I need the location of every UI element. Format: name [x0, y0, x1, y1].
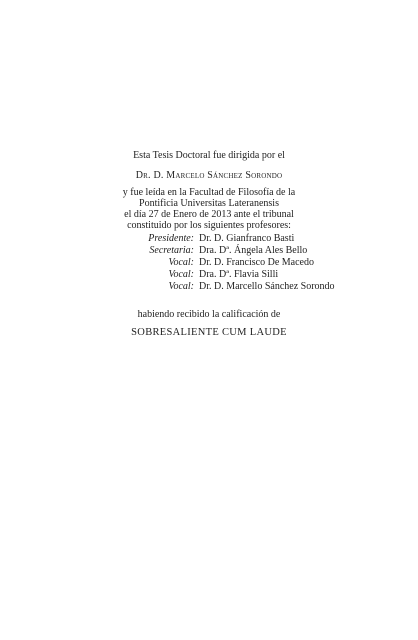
- tribunal-member: Dr. D. Gianfranco Basti: [199, 233, 295, 244]
- tribunal-member: Dra. Dª. Ángela Ales Bello: [199, 245, 308, 256]
- defense-line-2: Pontificia Universitas Lateranensis: [139, 198, 279, 209]
- tribunal-role: Presidente:: [148, 233, 194, 244]
- tribunal-row: [0, 269, 418, 281]
- tribunal-role: Vocal:: [168, 257, 194, 268]
- defense-line-3: el día 27 de Enero de 2013 ante el tribunal: [124, 209, 294, 220]
- tribunal-row: [0, 233, 418, 245]
- intro-text: Esta Tesis Doctoral fue dirigida por el: [133, 150, 285, 161]
- tribunal-row: [0, 245, 418, 257]
- tribunal-role: Vocal:: [168, 281, 194, 292]
- tribunal-role: Secretaria:: [149, 245, 194, 256]
- defense-line-4: constituido por los siguientes profesores:: [127, 220, 291, 231]
- tribunal-member: Dr. D. Marcello Sánchez Sorondo: [199, 281, 335, 292]
- tribunal-role: Vocal:: [168, 269, 194, 280]
- director-name: Dr. D. Marcelo Sánchez Sorondo: [135, 170, 283, 181]
- tribunal-member: Dr. D. Francisco De Macedo: [199, 257, 314, 268]
- tribunal-row: [0, 257, 418, 269]
- qualification-grade: SOBRESALIENTE CUM LAUDE: [131, 327, 287, 338]
- tribunal-list: [0, 233, 418, 293]
- qualification-intro: habiendo recibido la calificación de: [137, 309, 281, 320]
- tribunal-member: Dra. Dª. Flavia Silli: [199, 269, 279, 280]
- tribunal-row: [0, 281, 418, 293]
- defense-line-1: y fue leída en la Facultad de Filosofía de la: [122, 187, 296, 198]
